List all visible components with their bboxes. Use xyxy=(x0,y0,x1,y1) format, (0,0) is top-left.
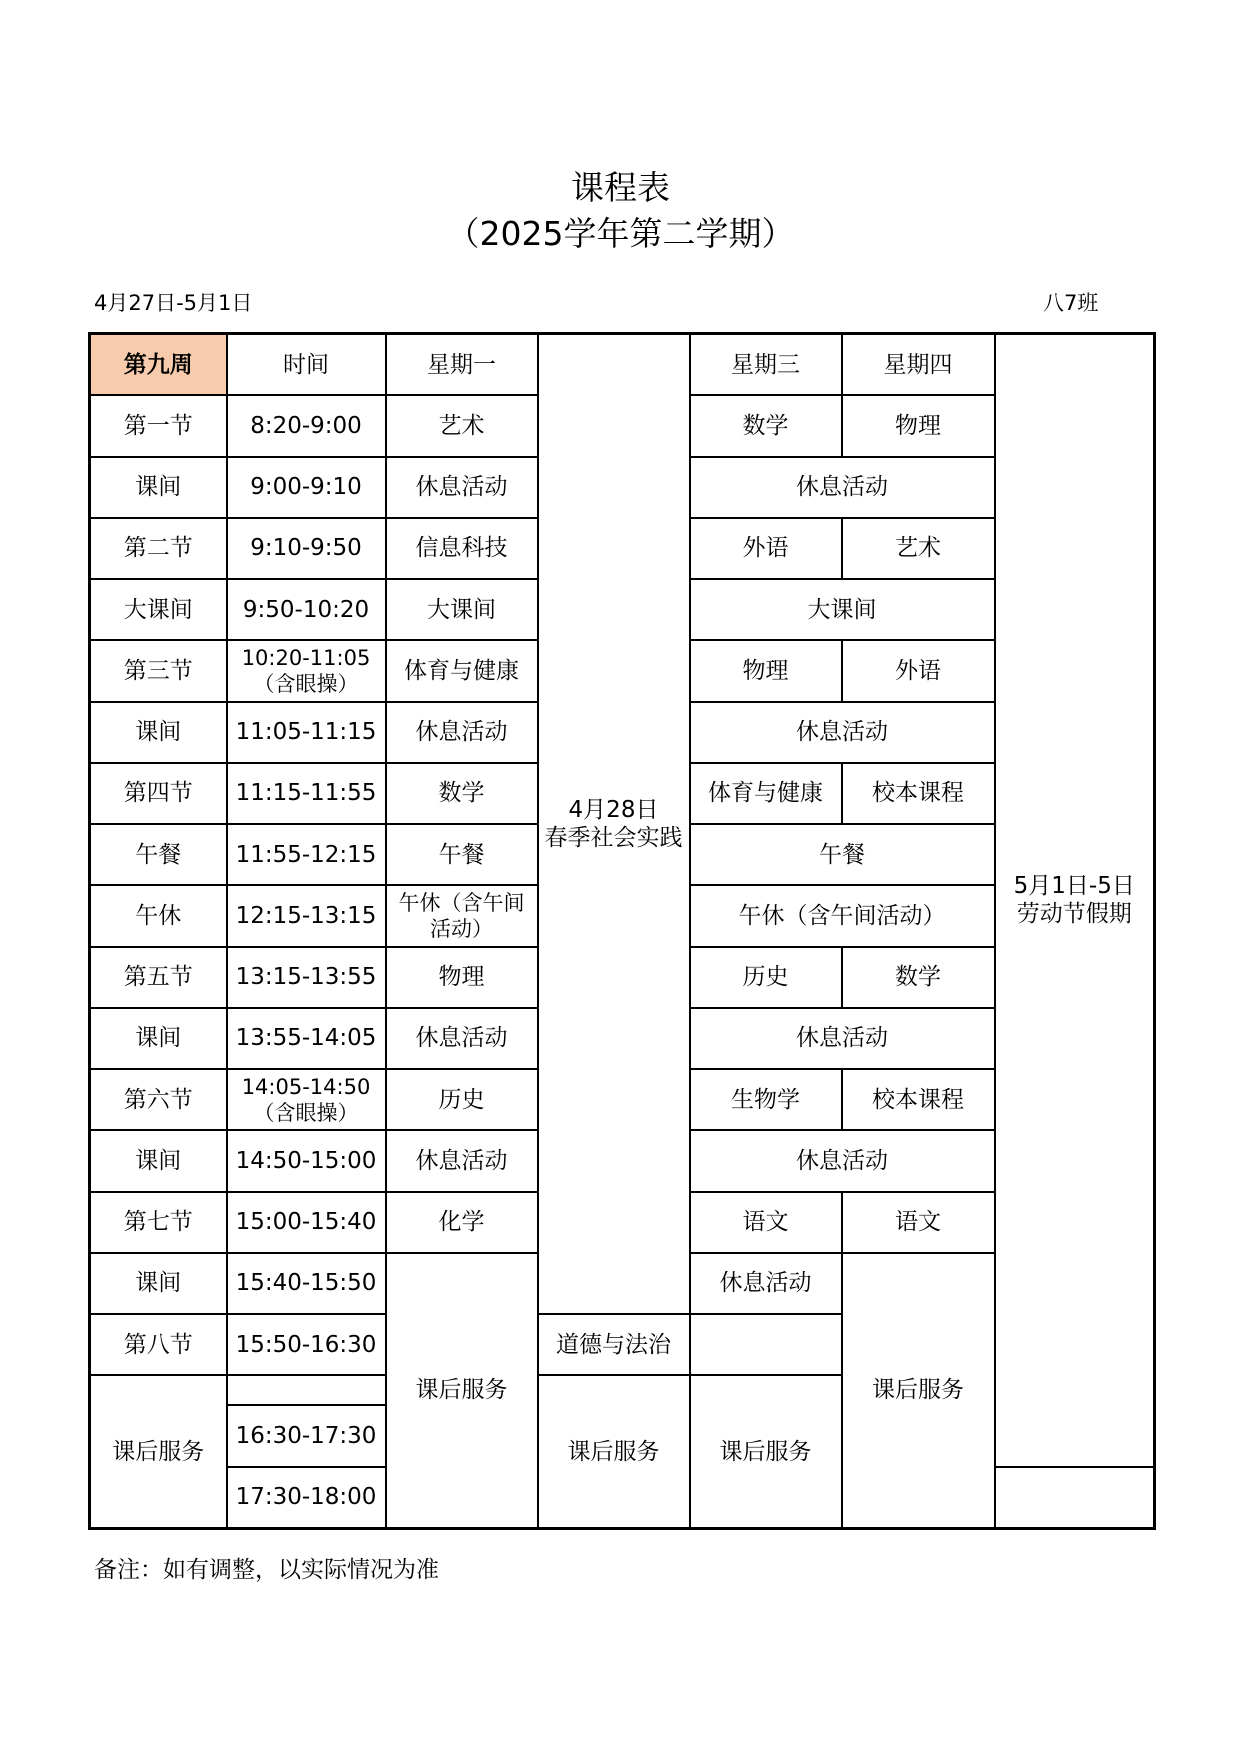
schedule-table xyxy=(88,332,1156,1530)
wednesday-cell: 历史 xyxy=(690,947,842,1008)
period-cell: 第八节 xyxy=(90,1314,227,1375)
time-cell: 12:15-13:15 xyxy=(227,885,386,946)
monday-cell: 艺术 xyxy=(386,395,538,456)
period-cell: 午休 xyxy=(90,885,227,946)
period-cell: 第一节 xyxy=(90,395,227,456)
monday-cell: 历史 xyxy=(386,1069,538,1130)
page-title: 课程表 xyxy=(571,168,670,207)
time-cell: 9:10-9:50 xyxy=(227,518,386,579)
period-cell: 课间 xyxy=(90,1253,227,1314)
time-cell: 10:20-11:05 （含眼操） xyxy=(227,640,386,701)
wed-thu-cell: 休息活动 xyxy=(690,457,995,518)
wed-thu-cell: 休息活动 xyxy=(690,1130,995,1191)
wed-thu-cell: 午休（含午间活动） xyxy=(690,885,995,946)
thursday-cell: 物理 xyxy=(842,395,995,456)
period-cell: 第六节 xyxy=(90,1069,227,1130)
wednesday-cell: 语文 xyxy=(690,1192,842,1253)
wednesday-cell: 道德与法治 xyxy=(538,1314,690,1375)
period-cell: 课间 xyxy=(90,1008,227,1069)
week-label: 第九周 xyxy=(90,334,227,396)
monday-after-school: 课后服务 xyxy=(386,1253,538,1529)
wednesday-cell: 生物学 xyxy=(690,1069,842,1130)
period-cell: 大课间 xyxy=(90,579,227,640)
header-row xyxy=(90,334,1155,396)
time-cell: 16:30-17:30 xyxy=(227,1405,386,1466)
period-cell: 第四节 xyxy=(90,763,227,824)
tuesday-event: 4月28日 春季社会实践 xyxy=(538,334,690,1315)
footnote: 备注：如有调整，以实际情况为准 xyxy=(94,1557,439,1583)
time-cell: 13:55-14:05 xyxy=(227,1008,386,1069)
time-cell: 8:20-9:00 xyxy=(227,395,386,456)
monday-cell: 午餐 xyxy=(386,824,538,885)
period-cell: 课间 xyxy=(90,457,227,518)
thursday-cell: 语文 xyxy=(842,1192,995,1253)
wed-thu-cell: 午餐 xyxy=(690,824,995,885)
tuesday-after-school: 课后服务 xyxy=(538,1375,690,1528)
wednesday-after-school: 课后服务 xyxy=(690,1375,842,1528)
monday-cell: 化学 xyxy=(386,1192,538,1253)
time-cell: 15:40-15:50 xyxy=(227,1253,386,1314)
thursday-after-school: 课后服务 xyxy=(842,1253,995,1529)
time-header: 时间 xyxy=(227,334,386,396)
time-cell: 15:50-16:30 xyxy=(227,1314,386,1375)
wed-thu-cell: 大课间 xyxy=(690,579,995,640)
date-range: 4月27日-5月1日 xyxy=(94,291,253,315)
thursday-cell: 校本课程 xyxy=(842,763,995,824)
monday-cell: 休息活动 xyxy=(386,702,538,763)
time-cell: 11:55-12:15 xyxy=(227,824,386,885)
wed-thu-cell: 休息活动 xyxy=(690,1008,995,1069)
thursday-cell: 艺术 xyxy=(842,518,995,579)
wed-thu-cell: 休息活动 xyxy=(690,702,995,763)
period-cell: 第三节 xyxy=(90,640,227,701)
thursday-header: 星期四 xyxy=(842,334,995,396)
monday-cell: 物理 xyxy=(386,947,538,1008)
monday-header: 星期一 xyxy=(386,334,538,396)
wednesday-header: 星期三 xyxy=(690,334,842,396)
after-school-period: 课后服务 xyxy=(90,1375,227,1528)
wednesday-cell: 外语 xyxy=(690,518,842,579)
thursday-cell: 数学 xyxy=(842,947,995,1008)
period-cell: 第七节 xyxy=(90,1192,227,1253)
time-cell: 17:30-18:00 xyxy=(227,1467,386,1529)
thursday-cell: 外语 xyxy=(842,640,995,701)
time-cell-upper-empty xyxy=(227,1375,386,1405)
monday-cell: 数学 xyxy=(386,763,538,824)
thursday-cell: 校本课程 xyxy=(842,1069,995,1130)
class-name: 八7班 xyxy=(1043,291,1099,315)
time-cell: 15:00-15:40 xyxy=(227,1192,386,1253)
time-cell: 14:05-14:50 （含眼操） xyxy=(227,1069,386,1130)
time-cell: 14:50-15:00 xyxy=(227,1130,386,1191)
monday-cell: 信息科技 xyxy=(386,518,538,579)
wednesday-cell: 体育与健康 xyxy=(690,763,842,824)
monday-cell: 午休（含午间活动） xyxy=(386,885,538,946)
monday-cell: 大课间 xyxy=(386,579,538,640)
wednesday-cell: 休息活动 xyxy=(690,1253,842,1314)
monday-cell: 休息活动 xyxy=(386,1008,538,1069)
time-cell: 11:05-11:15 xyxy=(227,702,386,763)
monday-cell: 体育与健康 xyxy=(386,640,538,701)
period-cell: 第五节 xyxy=(90,947,227,1008)
monday-cell: 休息活动 xyxy=(386,457,538,518)
time-cell: 9:50-10:20 xyxy=(227,579,386,640)
time-cell: 13:15-13:55 xyxy=(227,947,386,1008)
wednesday-cell: 数学 xyxy=(690,395,842,456)
period-cell: 课间 xyxy=(90,702,227,763)
friday-event: 5月1日-5日 劳动节假期 xyxy=(995,334,1155,1467)
period-cell: 午餐 xyxy=(90,824,227,885)
period-cell: 第二节 xyxy=(90,518,227,579)
monday-cell: 休息活动 xyxy=(386,1130,538,1191)
page-subtitle: （2025学年第二学期） xyxy=(446,214,795,253)
time-cell: 11:15-11:55 xyxy=(227,763,386,824)
period-cell: 课间 xyxy=(90,1130,227,1191)
time-cell: 9:00-9:10 xyxy=(227,457,386,518)
wednesday-cell: 物理 xyxy=(690,640,842,701)
